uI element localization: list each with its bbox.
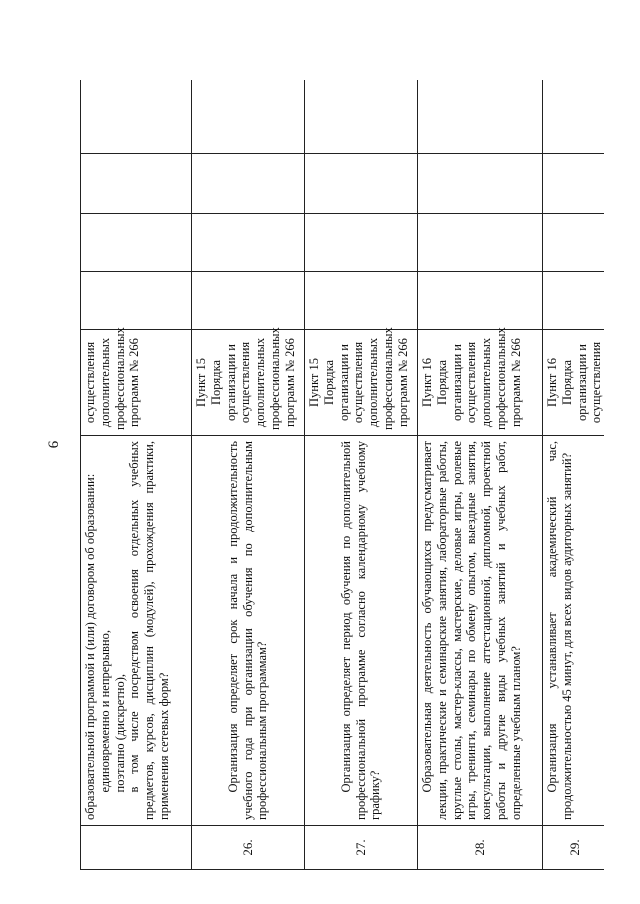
legal-reference: Пункт 15 Порядка организации и осуществления дополнительных профессиональных программ № 266 bbox=[192, 330, 305, 436]
answer-na-cell bbox=[305, 154, 418, 214]
answer-yes-cell bbox=[81, 272, 192, 330]
question-text: единовременно и непрерывно, bbox=[97, 630, 112, 793]
answer-no-cell bbox=[418, 214, 543, 272]
question-cell bbox=[192, 436, 305, 826]
legal-reference: Пункт 15 Порядка организации и осуществления дополнительных профессиональных программ № 266 bbox=[305, 330, 418, 436]
answer-yes-cell bbox=[543, 272, 605, 330]
answer-no-cell bbox=[543, 214, 605, 272]
table-row bbox=[418, 80, 543, 870]
question-cell bbox=[418, 436, 543, 826]
row-number: 29. bbox=[543, 826, 605, 870]
question-cell bbox=[305, 436, 418, 826]
answer-na-cell bbox=[81, 154, 192, 214]
question-text: Организация определяет период обучения по дополнительной профессиональной программе согласно календарному учебному графику? bbox=[338, 441, 383, 820]
answer-na-cell bbox=[418, 154, 543, 214]
question-text: поэтапно (дискретно), bbox=[112, 673, 127, 793]
table-row bbox=[305, 80, 418, 870]
note-cell bbox=[305, 80, 418, 154]
page-number: 9 bbox=[44, 440, 61, 449]
question-cell bbox=[81, 436, 192, 826]
question-text: Организация устанавливает академический час, продолжительностью 45 минут, для всех видов аудиторных занятий? bbox=[545, 441, 574, 820]
answer-no-cell bbox=[305, 214, 418, 272]
legal-reference: Пункт 16 Порядка организации и осуществления дополнительных профессиональных программ № 266 bbox=[418, 330, 543, 436]
row-number: 27. bbox=[305, 826, 418, 870]
answer-yes-cell bbox=[418, 272, 543, 330]
note-cell bbox=[81, 80, 192, 154]
answer-na-cell bbox=[543, 154, 605, 214]
answer-yes-cell bbox=[192, 272, 305, 330]
question-text: Организация определяет срок начала и продолжительность учебного года при организации обучения по дополнительным профессиональным программам? bbox=[225, 441, 270, 820]
note-cell bbox=[418, 80, 543, 154]
question-cell bbox=[543, 436, 605, 826]
question-text: Образовательная деятельность обучающихся предусматривает лекции, практические и семинарские занятия, лабораторные работы, круглые столы, мастер-классы, мастерские, деловые игры, ролевые игры, тренинги, семинары по обмену опытом, выездные занятия, консультации, выполнение аттестационной, дипломной, проектной работы и другие виды учебных занятий и учебных работ, определенные учебным планом? bbox=[420, 441, 523, 820]
answer-na-cell bbox=[192, 154, 305, 214]
table-row bbox=[192, 80, 305, 870]
row-number bbox=[81, 826, 192, 870]
question-text: в том числе посредством освоения отдельных учебных предметов, курсов, дисциплин (модулей), прохождения практики, применения сетевых форм? bbox=[127, 441, 171, 820]
table-row bbox=[543, 80, 605, 870]
note-cell bbox=[192, 80, 305, 154]
legal-reference: осуществления дополнительных профессиональных программ № 266 bbox=[81, 330, 192, 436]
table-row bbox=[81, 80, 192, 870]
rotated-page-frame bbox=[80, 80, 604, 870]
row-number: 28. bbox=[418, 826, 543, 870]
answer-no-cell bbox=[81, 214, 192, 272]
rotated-table-container bbox=[80, 80, 604, 870]
checklist-table bbox=[80, 80, 604, 870]
note-cell bbox=[543, 80, 605, 154]
answer-yes-cell bbox=[305, 272, 418, 330]
question-text: образовательной программой и (или) договором об образовании: bbox=[83, 473, 97, 820]
answer-no-cell bbox=[192, 214, 305, 272]
legal-reference: Пункт 16 Порядка организации и осуществления bbox=[543, 330, 605, 436]
row-number: 26. bbox=[192, 826, 305, 870]
